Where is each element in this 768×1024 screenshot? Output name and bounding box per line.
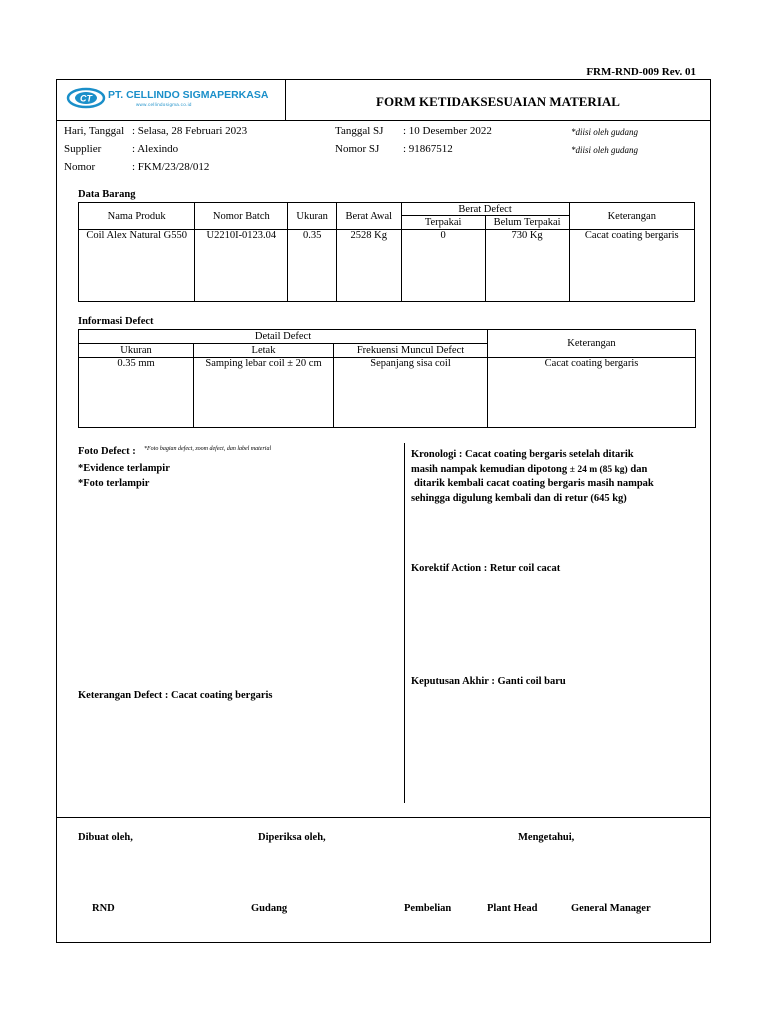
nomor-sj-note: *diisi oleh gudang xyxy=(571,145,638,155)
dibuat-oleh: Dibuat oleh, xyxy=(78,832,133,843)
kronologi-line-4: sehingga digulung kembali dan di retur (645 kg) xyxy=(411,493,627,504)
header-nomor-batch: Nomor Batch xyxy=(195,203,288,230)
header-ukuran-defect: Ukuran xyxy=(79,344,194,358)
company-logo xyxy=(66,86,276,110)
signature-general-manager: General Manager xyxy=(571,903,651,914)
keputusan-akhir: Keputusan Akhir : Ganti coil baru xyxy=(411,676,566,687)
cell-terpakai: 0 xyxy=(401,230,485,302)
header-berat-awal: Berat Awal xyxy=(336,203,401,230)
supplier-value: : Alexindo xyxy=(132,143,179,155)
header-belum-terpakai: Belum Terpakai xyxy=(485,216,569,230)
cell-ukuran-defect: 0.35 mm xyxy=(79,358,194,428)
signature-gudang: Gudang xyxy=(251,903,288,914)
header-detail-defect: Detail Defect xyxy=(79,330,488,344)
tanggal-sj-label: Tanggal SJ xyxy=(335,125,384,137)
tanggal-sj-note: *diisi oleh gudang xyxy=(571,127,638,137)
signature-plant-head: Plant Head xyxy=(487,903,538,914)
cell-letak: Samping lebar coil ± 20 cm xyxy=(194,358,334,428)
nomor-label: Nomor xyxy=(64,161,96,173)
cell-nama-produk: Coil Alex Natural G550 xyxy=(79,230,195,302)
cell-keterangan: Cacat coating bergaris xyxy=(569,230,694,302)
nomor-sj-label: Nomor SJ xyxy=(335,143,380,155)
evidence-terlampir: *Evidence terlampir xyxy=(78,463,170,474)
header-nama-produk: Nama Produk xyxy=(79,203,195,230)
tanggal-sj-value: : 10 Desember 2022 xyxy=(403,125,492,137)
supplier-label: Supplier xyxy=(64,143,102,155)
cell-frekuensi: Sepanjang sisa coil xyxy=(334,358,488,428)
section-divider xyxy=(404,443,405,803)
header-letak: Letak xyxy=(194,344,334,358)
cell-berat-awal: 2528 Kg xyxy=(336,230,401,302)
korektif-action: Korektif Action : Retur coil cacat xyxy=(411,563,561,574)
keterangan-defect: Keterangan Defect : Cacat coating bergaris xyxy=(78,690,273,701)
foto-defect-label: Foto Defect : xyxy=(78,446,136,457)
kronologi-line-2: masih nampak kemudian dipotong ± 24 m (85 kg) dan xyxy=(411,464,648,475)
header-berat-defect: Berat Defect xyxy=(401,203,569,216)
signature-pembelian: Pembelian xyxy=(404,903,452,914)
header-keterangan-defect: Keterangan xyxy=(488,330,696,358)
informasi-defect-table xyxy=(78,329,696,428)
kronologi-line-3: ditarik kembali cacat coating bergaris masih nampak xyxy=(414,478,654,489)
header-keterangan: Keterangan xyxy=(569,203,694,230)
cell-ukuran: 0.35 xyxy=(288,230,337,302)
company-logo-mark xyxy=(66,87,108,109)
hari-tanggal-label: Hari, Tanggal xyxy=(64,125,125,137)
cell-keterangan-defect: Cacat coating bergaris xyxy=(488,358,696,428)
foto-defect-note: *Foto bagian defect, zoom defect, dan label material xyxy=(144,446,272,452)
company-name: PT. CELLINDO SIGMAPERKASA xyxy=(108,89,269,101)
hari-tanggal-value: : Selasa, 28 Februari 2023 xyxy=(132,125,248,137)
signature-divider xyxy=(56,817,711,818)
table-row xyxy=(79,358,696,428)
svg-text:CT: CT xyxy=(80,93,92,104)
nomor-sj-value: : 91867512 xyxy=(403,143,453,155)
table-row xyxy=(79,230,695,302)
informasi-defect-title: Informasi Defect xyxy=(78,316,154,327)
foto-terlampir: *Foto terlampir xyxy=(78,478,150,489)
header-frekuensi: Frekuensi Muncul Defect xyxy=(334,344,488,358)
cell-nomor-batch: U2210I-0123.04 xyxy=(195,230,288,302)
form-title: FORM KETIDAKSESUAIAN MATERIAL xyxy=(376,94,620,109)
cell-belum-terpakai: 730 Kg xyxy=(485,230,569,302)
company-website: www.cellindosigma.co.id xyxy=(136,102,192,107)
mengetahui: Mengetahui, xyxy=(518,832,575,843)
header-ukuran: Ukuran xyxy=(288,203,337,230)
nomor-value: : FKM/23/28/012 xyxy=(132,161,210,173)
form-code: FRM-RND-009 Rev. 01 xyxy=(586,66,696,78)
data-barang-table xyxy=(78,202,695,302)
header-divider xyxy=(56,120,711,121)
signature-rnd: RND xyxy=(92,903,115,914)
diperiksa-oleh: Diperiksa oleh, xyxy=(258,832,326,843)
data-barang-title: Data Barang xyxy=(78,189,136,200)
kronologi-line-1: Kronologi : Cacat coating bergaris setelah ditarik xyxy=(411,449,634,460)
header-terpakai: Terpakai xyxy=(401,216,485,230)
